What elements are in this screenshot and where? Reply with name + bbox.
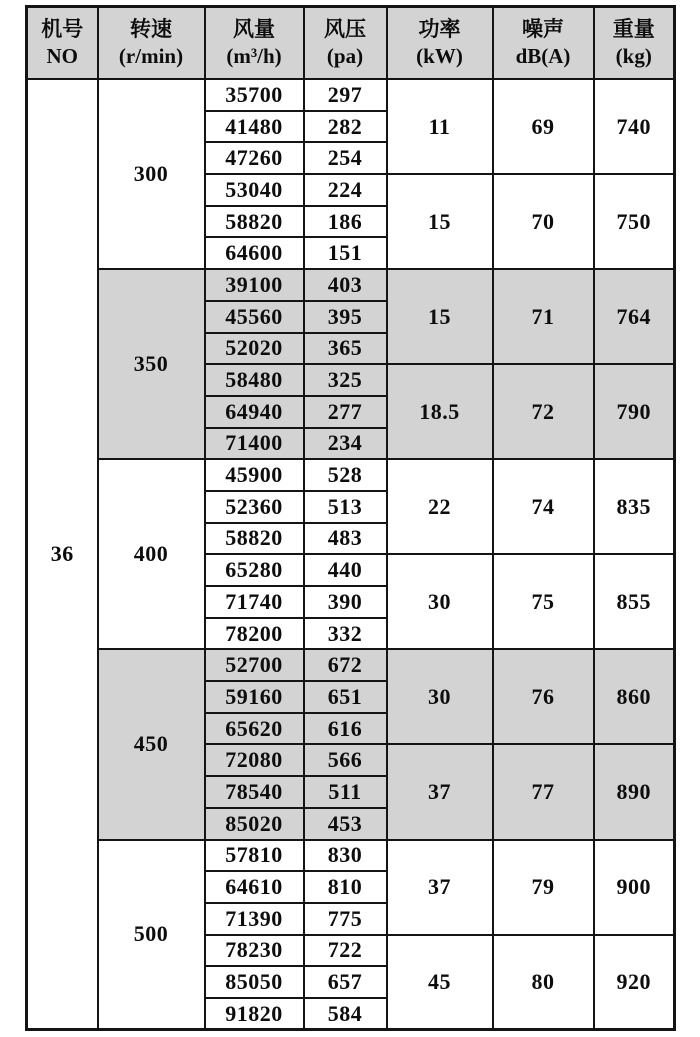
weight-cell: 740	[594, 79, 675, 174]
pressure-cell: 657	[304, 966, 387, 998]
pressure-cell: 395	[304, 301, 387, 333]
flow-cell: 64600	[205, 237, 304, 269]
flow-cell: 39100	[205, 269, 304, 301]
pressure-cell: 616	[304, 713, 387, 745]
weight-cell: 764	[594, 269, 675, 364]
flow-cell: 71400	[205, 428, 304, 460]
pressure-cell: 483	[304, 523, 387, 555]
pressure-cell: 810	[304, 871, 387, 903]
flow-cell: 52020	[205, 333, 304, 365]
weight-cell: 750	[594, 174, 675, 269]
header-row	[27, 7, 675, 80]
weight-cell: 790	[594, 364, 675, 459]
pressure-cell: 325	[304, 364, 387, 396]
flow-cell: 71390	[205, 903, 304, 935]
col-header-noise-unit: dB(A)	[515, 44, 571, 68]
pressure-cell: 186	[304, 206, 387, 238]
speed-cell: 400	[98, 459, 205, 649]
col-header-machine-no-unit: NO	[46, 44, 78, 68]
pressure-cell: 282	[304, 111, 387, 143]
col-header-weight-unit: (kg)	[615, 44, 652, 68]
weight-cell: 890	[594, 744, 675, 839]
spec-table-body	[27, 79, 675, 1030]
speed-cell: 500	[98, 840, 205, 1030]
pressure-cell: 224	[304, 174, 387, 206]
weight-cell: 920	[594, 935, 675, 1030]
power-cell: 22	[387, 459, 493, 554]
pressure-cell: 365	[304, 333, 387, 365]
noise-cell: 75	[493, 554, 594, 649]
col-header-speed-unit: (r/min)	[118, 44, 184, 68]
weight-cell: 835	[594, 459, 675, 554]
flow-cell: 72080	[205, 744, 304, 776]
weight-cell: 855	[594, 554, 675, 649]
pressure-cell: 672	[304, 649, 387, 681]
pressure-cell: 513	[304, 491, 387, 523]
weight-cell: 860	[594, 649, 675, 744]
col-header-airflow-title: 风量	[233, 16, 275, 41]
noise-cell: 70	[493, 174, 594, 269]
fan-spec-table	[25, 5, 676, 1031]
power-cell: 11	[387, 79, 493, 174]
noise-cell: 74	[493, 459, 594, 554]
flow-cell: 64940	[205, 396, 304, 428]
power-cell: 37	[387, 744, 493, 839]
table-row	[27, 79, 675, 111]
flow-cell: 64610	[205, 871, 304, 903]
power-cell: 30	[387, 649, 493, 744]
flow-cell: 53040	[205, 174, 304, 206]
col-header-power-unit: (kW)	[416, 44, 463, 68]
table-row	[27, 840, 675, 872]
flow-cell: 41480	[205, 111, 304, 143]
col-header-speed	[98, 7, 205, 80]
flow-cell: 65280	[205, 554, 304, 586]
flow-cell: 71740	[205, 586, 304, 618]
flow-cell: 52700	[205, 649, 304, 681]
weight-cell: 900	[594, 840, 675, 935]
col-header-weight	[594, 7, 675, 80]
pressure-cell: 277	[304, 396, 387, 428]
col-header-speed-title: 转速	[130, 16, 172, 41]
power-cell: 18.5	[387, 364, 493, 459]
power-cell: 15	[387, 269, 493, 364]
flow-cell: 85050	[205, 966, 304, 998]
pressure-cell: 151	[304, 237, 387, 269]
flow-cell: 78540	[205, 776, 304, 808]
flow-cell: 57810	[205, 840, 304, 872]
noise-cell: 72	[493, 364, 594, 459]
flow-cell: 52360	[205, 491, 304, 523]
pressure-cell: 566	[304, 744, 387, 776]
speed-cell: 300	[98, 79, 205, 269]
noise-cell: 71	[493, 269, 594, 364]
pressure-cell: 722	[304, 935, 387, 967]
col-header-noise	[493, 7, 594, 80]
pressure-cell: 403	[304, 269, 387, 301]
pressure-cell: 440	[304, 554, 387, 586]
pressure-cell: 775	[304, 903, 387, 935]
col-header-power-title: 功率	[418, 16, 461, 41]
col-header-airflow	[205, 7, 304, 80]
table-row	[27, 459, 675, 491]
flow-cell: 45900	[205, 459, 304, 491]
power-cell: 15	[387, 174, 493, 269]
flow-cell: 58820	[205, 206, 304, 238]
flow-cell: 78200	[205, 618, 304, 650]
pressure-cell: 511	[304, 776, 387, 808]
pressure-cell: 528	[304, 459, 387, 491]
col-header-pressure-unit: (pa)	[326, 44, 364, 68]
machine-no-cell: 36	[27, 79, 98, 1030]
col-header-power	[387, 7, 493, 80]
pressure-cell: 651	[304, 681, 387, 713]
noise-cell: 69	[493, 79, 594, 174]
pressure-cell: 830	[304, 840, 387, 872]
col-header-machine-no-title: 机号	[41, 16, 84, 41]
col-header-pressure-title: 风压	[324, 16, 366, 41]
flow-cell: 85020	[205, 808, 304, 840]
speed-cell: 350	[98, 269, 205, 459]
flow-cell: 45560	[205, 301, 304, 333]
flow-cell: 78230	[205, 935, 304, 967]
flow-cell: 65620	[205, 713, 304, 745]
flow-cell: 58820	[205, 523, 304, 555]
pressure-cell: 390	[304, 586, 387, 618]
flow-cell: 91820	[205, 998, 304, 1030]
col-header-weight-title: 重量	[612, 16, 655, 41]
col-header-airflow-unit: (m³/h)	[226, 44, 282, 68]
pressure-cell: 332	[304, 618, 387, 650]
flow-cell: 35700	[205, 79, 304, 111]
pressure-cell: 453	[304, 808, 387, 840]
power-cell: 45	[387, 935, 493, 1030]
pressure-cell: 234	[304, 428, 387, 460]
flow-cell: 58480	[205, 364, 304, 396]
power-cell: 37	[387, 840, 493, 935]
flow-cell: 59160	[205, 681, 304, 713]
noise-cell: 79	[493, 840, 594, 935]
noise-cell: 77	[493, 744, 594, 839]
flow-cell: 47260	[205, 142, 304, 174]
table-row	[27, 649, 675, 681]
pressure-cell: 584	[304, 998, 387, 1030]
pressure-cell: 297	[304, 79, 387, 111]
col-header-machine-no	[27, 7, 98, 80]
pressure-cell: 254	[304, 142, 387, 174]
speed-cell: 450	[98, 649, 205, 839]
col-header-noise-title: 噪声	[522, 16, 564, 41]
noise-cell: 80	[493, 935, 594, 1030]
power-cell: 30	[387, 554, 493, 649]
noise-cell: 76	[493, 649, 594, 744]
col-header-pressure	[304, 7, 387, 80]
table-row	[27, 269, 675, 301]
